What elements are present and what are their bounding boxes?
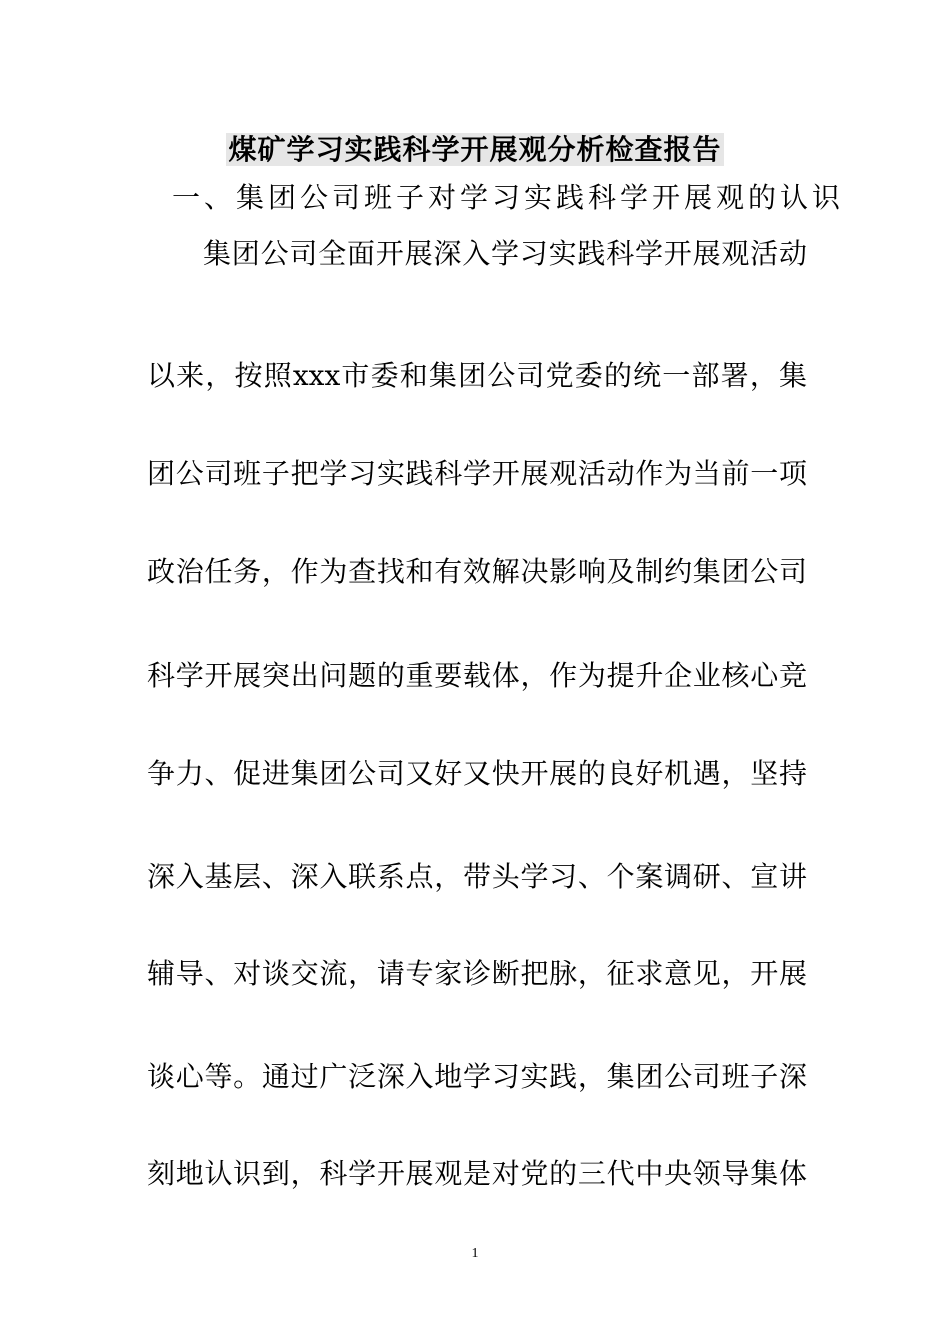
page-number: 1 [471, 1246, 479, 1261]
paragraph-line: 以来，按照xxx市委和集团公司党委的统一部署，集 [147, 359, 807, 392]
paragraph-line: 集团公司全面开展深入学习实践科学开展观活动 [203, 237, 807, 270]
paragraph-line: 辅导、对谈交流，请专家诊断把脉，征求意见，开展 [147, 957, 807, 990]
paragraph-line: 争力、促进集团公司又好又快开展的良好机遇，坚持 [147, 757, 807, 790]
section-heading: 一、集团公司班子对学习实践科学开展观的认识 [172, 181, 845, 214]
paragraph-line: 科学开展突出问题的重要载体，作为提升企业核心竞 [147, 659, 807, 692]
paragraph-line: 团公司班子把学习实践科学开展观活动作为当前一项 [147, 457, 807, 490]
title-text: 煤矿学习实践科学开展观分析检查报告 [228, 133, 722, 166]
paragraph-line: 谈心等。通过广泛深入地学习实践，集团公司班子深 [147, 1060, 807, 1093]
paragraph-line: 深入基层、深入联系点，带头学习、个案调研、宣讲 [147, 860, 807, 893]
paragraph-line: 政治任务，作为查找和有效解决影响及制约集团公司 [147, 555, 807, 588]
document-title [0, 128, 950, 172]
paragraph-line: 刻地认识到，科学开展观是对党的三代中央领导集体 [147, 1157, 807, 1190]
